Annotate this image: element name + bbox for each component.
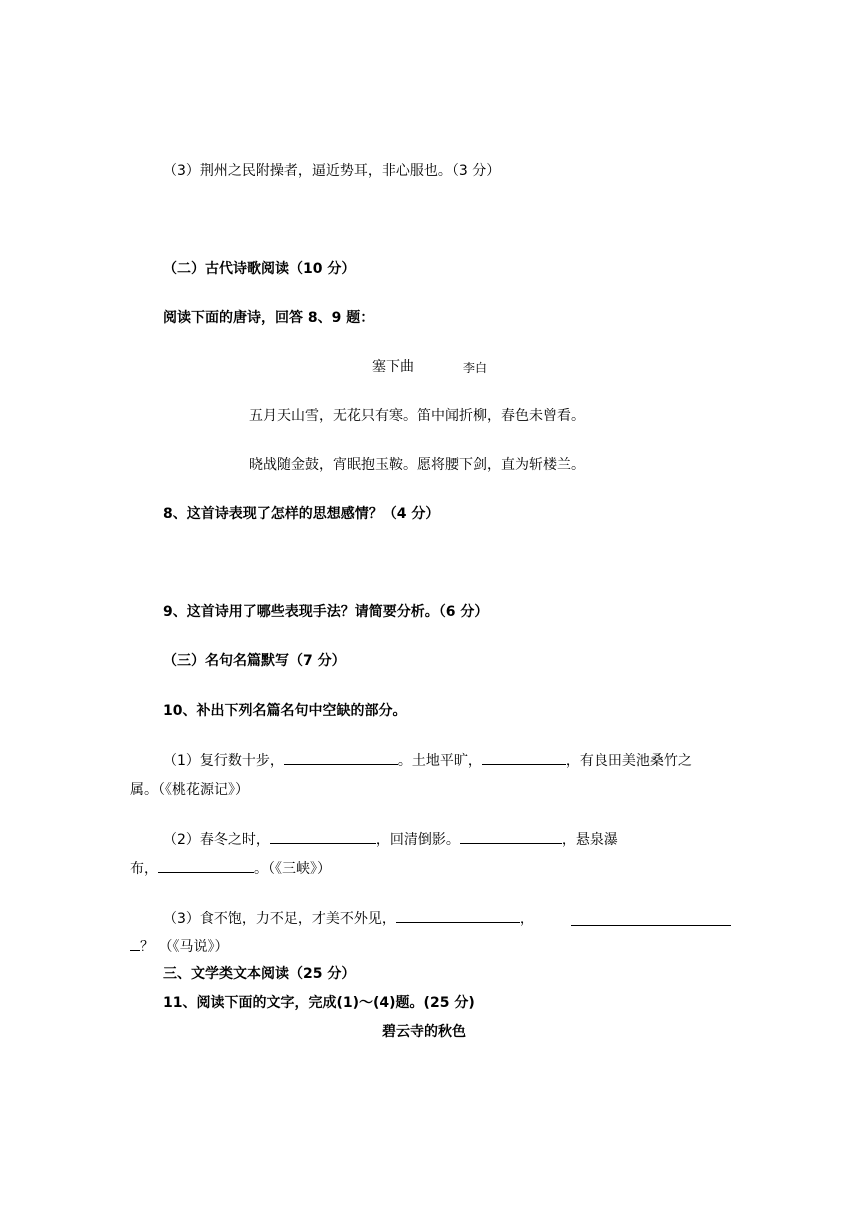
fill-item-1-line-1: [163, 750, 692, 771]
answer-blank[interactable]: [482, 750, 566, 765]
poem-author: 李白: [463, 361, 488, 375]
answer-blank[interactable]: [460, 829, 562, 844]
fill-text: ？ （《马说》）: [140, 939, 229, 955]
question-11: 11、阅读下面的文字，完成(1)～(4)题。(25 分): [163, 995, 475, 1011]
answer-blank[interactable]: [270, 829, 376, 844]
answer-blank[interactable]: [158, 858, 254, 873]
fill-text: ，: [519, 911, 534, 927]
fill-text: （2）春冬之时，: [163, 832, 270, 848]
answer-blank[interactable]: [571, 911, 731, 926]
answer-blank[interactable]: [130, 936, 140, 951]
fill-text: ，悬泉瀑: [561, 832, 618, 848]
answer-blank[interactable]: [396, 908, 520, 923]
fill-text: 。土地平旷，: [397, 753, 482, 769]
question-10: 10、补出下列名篇名句中空缺的部分。: [163, 703, 407, 719]
fill-text: 。（《三峡》）: [254, 861, 331, 877]
fill-item-1-line-2: 属。（《桃花源记》）: [130, 782, 249, 798]
question-8: 8、这首诗表现了怎样的思想感情？（4 分）: [163, 506, 440, 522]
fill-item-2-line-2: [130, 858, 331, 879]
fill-text: 布，: [130, 861, 158, 877]
fill-item-3-line-2: [130, 936, 228, 957]
essay-title: 碧云寺的秋色: [382, 1024, 466, 1040]
question-9: 9、这首诗用了哪些表现手法？请简要分析。（6 分）: [163, 604, 489, 620]
section-3-title: （三）名句名篇默写（7 分）: [163, 653, 346, 669]
poem-title: 塞下曲: [372, 359, 414, 375]
poem-line-2: 晓战随金鼓，宵眠抱玉鞍。愿将腰下剑，直为斩楼兰。: [249, 457, 585, 473]
fill-text: ，有良田美池桑竹之: [565, 753, 692, 769]
poem-line-1: 五月天山雪，无花只有寒。笛中闻折柳，春色未曾看。: [249, 408, 585, 424]
fill-text: （1）复行数十步，: [163, 753, 284, 769]
part-3-title: 三、文学类文本阅读（25 分）: [163, 966, 356, 982]
fill-text: （3）食不饱，力不足，才美不外见，: [163, 911, 396, 927]
question-7-3: （3）荆州之民附操者，逼近势耳，非心服也。（3 分）: [163, 163, 501, 179]
answer-blank[interactable]: [284, 750, 398, 765]
fill-text: ，回清倒影。: [375, 832, 460, 848]
section-2-title: （二）古代诗歌阅读（10 分）: [163, 261, 356, 277]
fill-item-2-line-1: [163, 829, 618, 850]
poem-instructions: 阅读下面的唐诗，回答 8、9 题：: [163, 310, 375, 326]
fill-item-3-line-1: [163, 908, 534, 929]
